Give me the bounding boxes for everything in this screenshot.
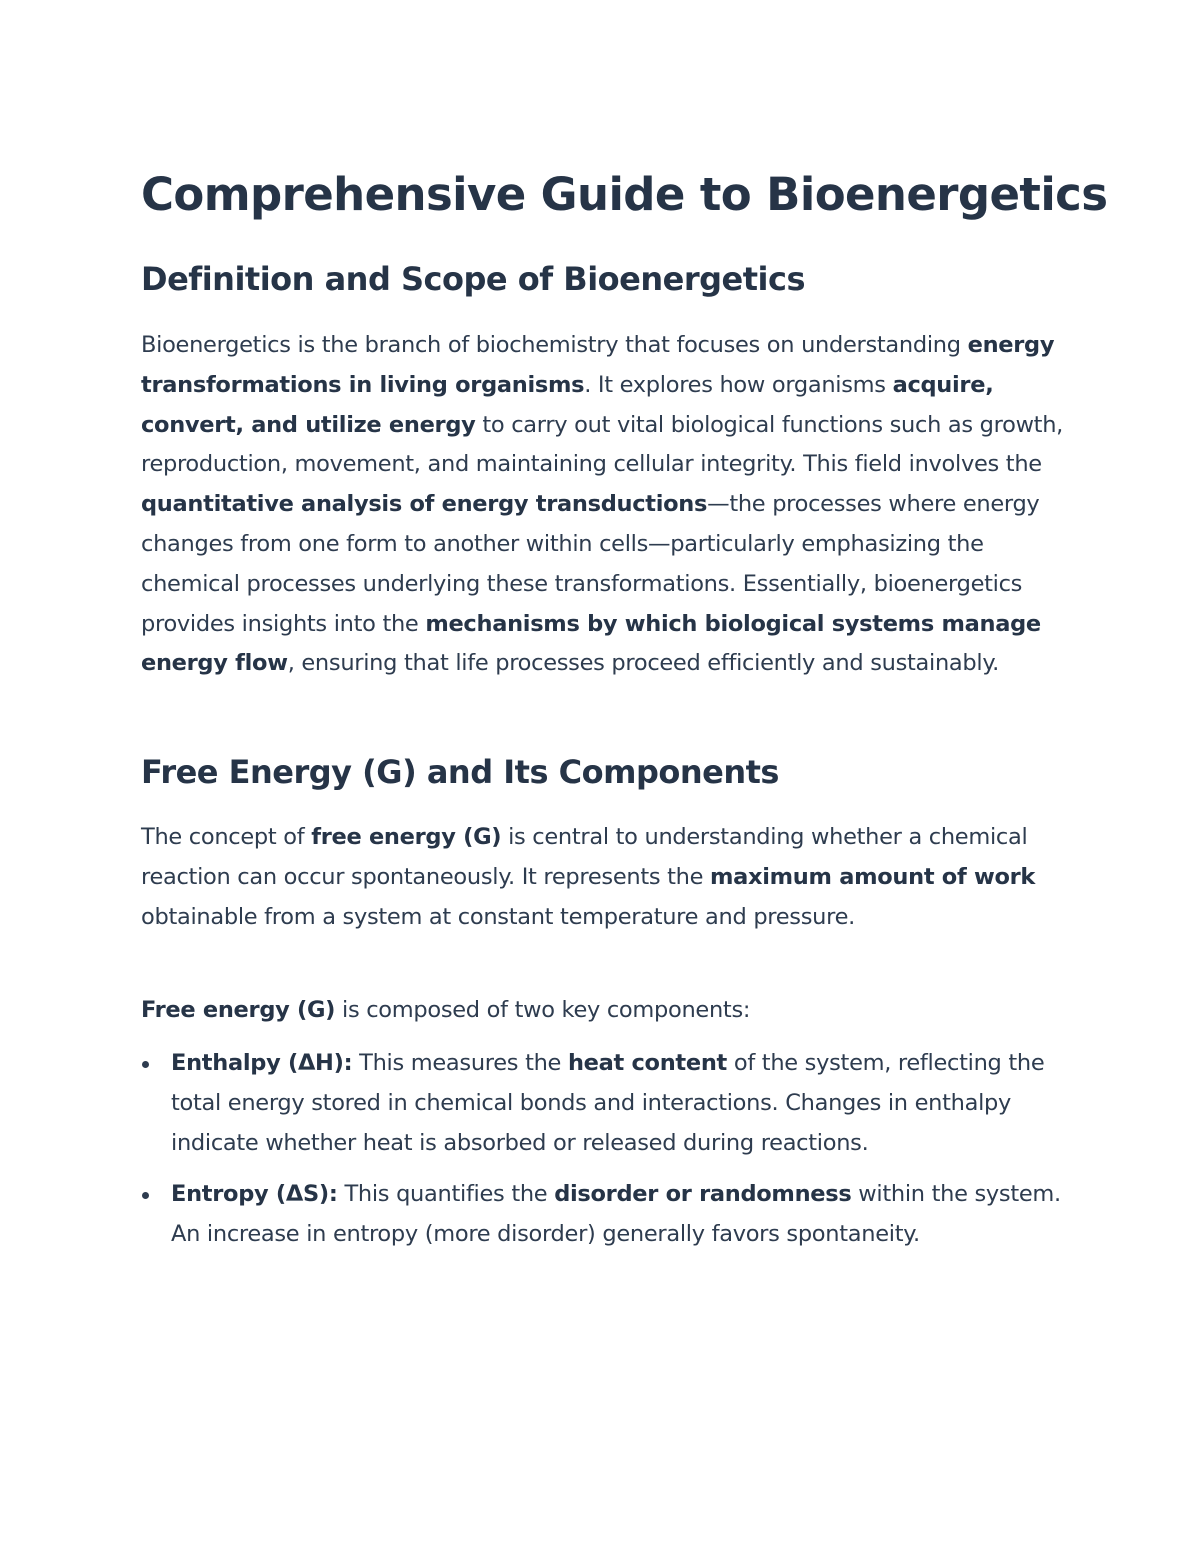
bold-run: maximum amount of work [710, 863, 1036, 890]
list-item-entropy [141, 1175, 1066, 1255]
list-item-enthalpy [141, 1044, 1066, 1163]
bold-run: mechanisms by which biological systems manage energy flow [141, 610, 1041, 677]
text-run: is composed of two key components: [335, 997, 751, 1023]
page-title: Comprehensive Guide to Bioenergetics [141, 168, 1108, 221]
bold-run: disorder or randomness [554, 1181, 852, 1208]
bullet-icon [142, 1061, 149, 1068]
text-run: is central to understanding whether a chemical reaction can occur spontaneously. It represents the [141, 824, 1028, 890]
text-run: to carry out vital biological functions such as growth, reproduction, movement, and maintaining cellular integrity. This field involves the [141, 411, 1064, 478]
section-heading-free-energy: Free Energy (G) and Its Components [141, 753, 779, 791]
definition-paragraph [141, 326, 1066, 684]
text-run: The concept of [141, 824, 312, 850]
bold-run: free energy (G) [311, 824, 502, 850]
text-run: . It explores how organisms [584, 371, 893, 398]
bold-run: Enthalpy (ΔH): [171, 1050, 353, 1076]
text-run: of the system, reflecting the total energy stored in chemical bonds and interactions. Changes in enthalpy indicate whether heat is absorbed or released during reactions. [171, 1050, 1045, 1156]
section-heading-definition: Definition and Scope of Bioenergetics [141, 260, 805, 298]
text-run: , ensuring that life processes proceed efficiently and sustainably. [287, 650, 1000, 677]
text-run: obtainable from a system at constant temperature and pressure. [141, 903, 855, 930]
bullet-icon [142, 1192, 149, 1199]
text-run: Bioenergetics is the branch of biochemistry that focuses on understanding [141, 332, 968, 358]
components-list [141, 1044, 1066, 1255]
bold-run: energy transformations in living organisms [141, 332, 1055, 398]
free-energy-paragraph [141, 818, 1066, 937]
bold-run: Entropy (ΔS): [171, 1181, 338, 1208]
components-intro-paragraph [141, 991, 1066, 1031]
bold-run: acquire, convert, and utilize energy [141, 371, 994, 438]
bold-run: quantitative analysis of energy transductions [141, 491, 708, 518]
text-run: within the system. An increase in entropy (more disorder) generally favors spontaneity. [171, 1181, 1061, 1248]
text-run: —the processes where energy changes from one form to another within cells—particularly emphasizing the chemical processes underlying these transformations. Essentially, bioenergetics provides insights into the [141, 491, 1040, 637]
bold-run: Free energy (G) [141, 997, 336, 1023]
text-run: This quantifies the [337, 1181, 555, 1208]
bold-run: heat content [567, 1050, 728, 1076]
text-run: This measures the [352, 1050, 568, 1076]
